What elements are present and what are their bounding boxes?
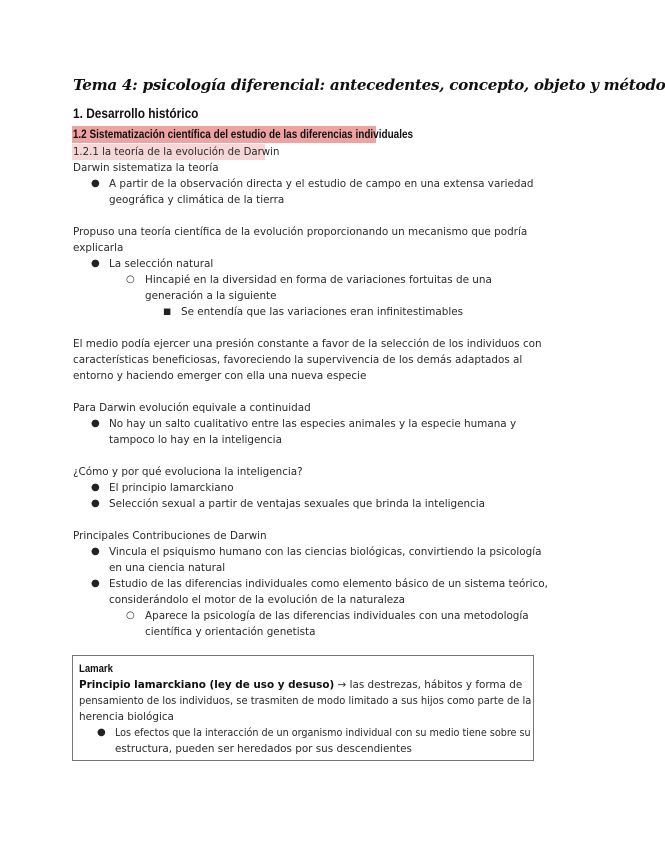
bullet-icon: ● xyxy=(91,418,100,429)
list-item: El principio lamarckiano xyxy=(109,482,234,494)
list-item: Hincapié en la diversidad en forma de variaciones fortuitas de una xyxy=(145,274,492,286)
list-item-cont: en una ciencia natural xyxy=(109,562,226,574)
bullet-icon: ● xyxy=(97,727,106,738)
bullet-icon: ● xyxy=(91,578,100,589)
paragraph-line: entorno y haciendo emerger con ella una nueva especie xyxy=(73,370,367,382)
list-item: Aparece la psicología de las diferencias individuales con una metodología xyxy=(145,610,529,622)
list-item-cont: considerándolo el motor de la evolución de la naturaleza xyxy=(109,594,406,606)
bullet-icon: ● xyxy=(91,258,100,269)
subsection-heading-highlight xyxy=(72,126,414,143)
callout-line: herencia biológica xyxy=(79,711,174,723)
list-item: Selección sexual a partir de ventajas sexuales que brinda la inteligencia xyxy=(109,498,486,510)
circle-bullet-icon: ○ xyxy=(126,274,135,285)
list-item: No hay un salto cualitativo entre las especies animales y la especie humana y xyxy=(109,418,517,430)
subsection-heading: 1.2 Sistematización científica del estudio de las diferencias individuales xyxy=(72,128,414,141)
paragraph-line: Principales Contribuciones de Darwin xyxy=(73,530,267,542)
list-item: Estudio de las diferencias individuales como elemento básico de un sistema teórico, xyxy=(109,578,548,590)
bullet-icon: ● xyxy=(91,178,100,189)
paragraph-line: Propuso una teoría científica de la evolución proporcionando un mecanismo que podría xyxy=(73,226,528,238)
paragraph-line: El medio podía ejercer una presión constante a favor de la selección de los individuos con xyxy=(73,338,542,350)
list-item: La selección natural xyxy=(109,258,214,270)
page-title: Tema 4: psicología diferencial: antecedentes, concepto, objeto y método xyxy=(73,76,665,94)
bullet-icon: ● xyxy=(91,482,100,493)
callout-bold-lead: Principio lamarckiano (ley de uso y desuso) xyxy=(79,679,335,691)
paragraph-line: explicarla xyxy=(73,242,124,254)
paragraph-line: Darwin sistematiza la teoría xyxy=(73,162,219,174)
subsubsection-heading: 1.2.1 la teoría de la evolución de Darwin xyxy=(72,146,280,158)
paragraph-line: Para Darwin evolución equivale a continuidad xyxy=(73,402,311,414)
section-heading: 1. Desarrollo histórico xyxy=(73,106,199,121)
paragraph-line: características beneficiosas, favoreciendo la supervivencia de los demás adaptados al xyxy=(73,354,523,366)
list-item: A partir de la observación directa y el estudio de campo en una extensa variedad xyxy=(109,178,534,190)
arrow-icon: → xyxy=(337,679,347,691)
square-bullet-icon: ■ xyxy=(163,307,172,317)
paragraph-line: ¿Cómo y por qué evoluciona la inteligencia? xyxy=(73,466,303,478)
list-item-cont: científica y orientación genetista xyxy=(145,626,316,638)
callout-list-item: Los efectos que la interacción de un organismo individual con su medio tiene sobre su xyxy=(115,727,531,739)
lamark-callout-box xyxy=(72,655,534,761)
list-item: Vincula el psiquismo humano con las ciencias biológicas, convirtiendo la psicología xyxy=(109,546,542,558)
list-item-cont: geográfica y climática de la tierra xyxy=(109,194,285,206)
callout-text: las destrezas, hábitos y forma de xyxy=(346,679,523,691)
bullet-icon: ● xyxy=(91,498,100,509)
list-item-cont: generación a la siguiente xyxy=(145,290,277,302)
circle-bullet-icon: ○ xyxy=(126,610,135,621)
callout-list-item-cont: estructura, pueden ser heredados por sus descendientes xyxy=(115,743,412,755)
callout-line xyxy=(79,677,522,693)
subsubsection-heading-highlight xyxy=(72,144,280,160)
callout-heading: Lamark xyxy=(79,663,113,675)
bullet-icon: ● xyxy=(91,546,100,557)
callout-line: pensamiento de los individuos, se trasmiten de modo limitado a sus hijos como parte de la xyxy=(79,695,532,707)
list-item-cont: tampoco lo hay en la inteligencia xyxy=(109,434,282,446)
list-item: Se entendía que las variaciones eran infinitestimables xyxy=(181,306,464,318)
